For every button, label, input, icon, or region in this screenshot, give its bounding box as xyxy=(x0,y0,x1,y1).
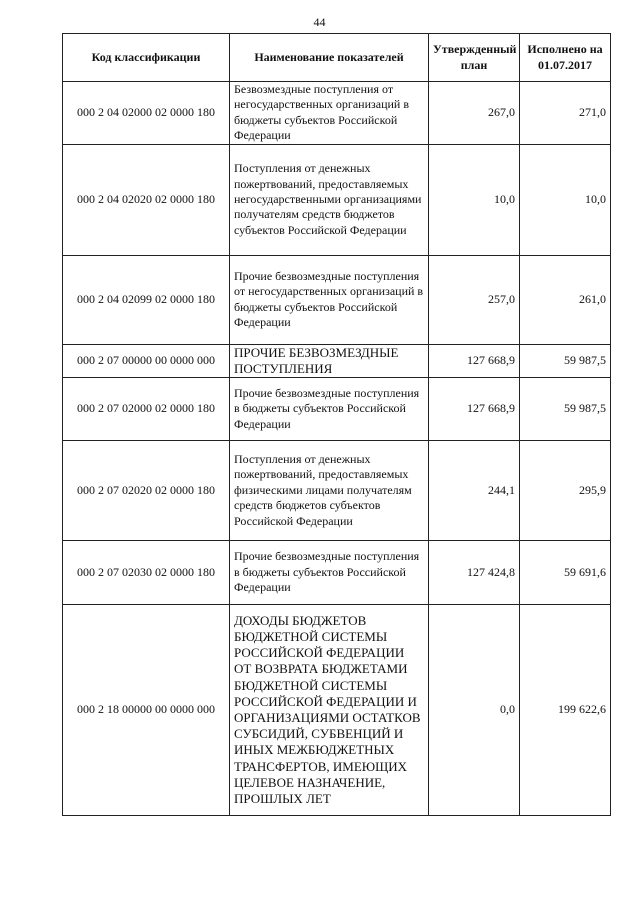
row-done: 271,0 xyxy=(520,82,611,145)
header-name: Наименование показателей xyxy=(230,34,429,82)
table-row xyxy=(63,82,611,145)
row-done: 59 691,6 xyxy=(520,541,611,605)
table-row xyxy=(63,605,611,816)
row-code: 000 2 18 00000 00 0000 000 xyxy=(63,605,230,816)
row-done: 10,0 xyxy=(520,144,611,255)
row-name: Поступления от денежных пожертвований, предоставляемых физическими лицами получателям средств бюджетов субъектов Российской Федерации xyxy=(230,441,429,541)
row-code: 000 2 07 00000 00 0000 000 xyxy=(63,344,230,377)
row-plan: 257,0 xyxy=(429,255,520,344)
header-done: Исполнено на 01.07.2017 xyxy=(520,34,611,82)
row-plan: 0,0 xyxy=(429,605,520,816)
table-row xyxy=(63,344,611,377)
row-done: 59 987,5 xyxy=(520,344,611,377)
row-done: 295,9 xyxy=(520,441,611,541)
row-code: 000 2 07 02000 02 0000 180 xyxy=(63,378,230,441)
row-plan: 244,1 xyxy=(429,441,520,541)
row-code: 000 2 04 02000 02 0000 180 xyxy=(63,82,230,145)
table-row xyxy=(63,441,611,541)
row-name: Прочие безвозмездные поступления от негосударственных организаций в бюджеты субъектов Российской Федерации xyxy=(230,255,429,344)
budget-table xyxy=(62,33,611,816)
row-name: ПРОЧИЕ БЕЗВОЗМЕЗДНЫЕ ПОСТУПЛЕНИЯ xyxy=(230,344,429,377)
row-plan: 127 424,8 xyxy=(429,541,520,605)
row-plan: 10,0 xyxy=(429,144,520,255)
table-header-row xyxy=(63,34,611,82)
row-done: 59 987,5 xyxy=(520,378,611,441)
row-name: ДОХОДЫ БЮДЖЕТОВ БЮДЖЕТНОЙ СИСТЕМЫ РОССИЙСКОЙ ФЕДЕРАЦИИ ОТ ВОЗВРАТА БЮДЖЕТАМИ БЮДЖЕТНОЙ СИСТЕМЫ РОССИЙСКОЙ ФЕДЕРАЦИИ И ОРГАНИЗАЦИЯМИ ОСТАТКОВ СУБСИДИЙ, СУБВЕНЦИЙ И ИНЫХ МЕЖБЮДЖЕТНЫХ ТРАНСФЕРТОВ, ИМЕЮЩИХ ЦЕЛЕВОЕ НАЗНАЧЕНИЕ, ПРОШЛЫХ ЛЕТ xyxy=(230,605,429,816)
row-plan: 267,0 xyxy=(429,82,520,145)
row-code: 000 2 07 02020 02 0000 180 xyxy=(63,441,230,541)
row-plan: 127 668,9 xyxy=(429,344,520,377)
row-code: 000 2 04 02020 02 0000 180 xyxy=(63,144,230,255)
row-name: Прочие безвозмездные поступления в бюджеты субъектов Российской Федерации xyxy=(230,378,429,441)
row-name: Поступления от денежных пожертвований, предоставляемых негосударственными организациями получателям средств бюджетов субъектов Российской Федерации xyxy=(230,144,429,255)
table-row xyxy=(63,255,611,344)
row-code: 000 2 04 02099 02 0000 180 xyxy=(63,255,230,344)
table-row xyxy=(63,378,611,441)
row-name: Безвозмездные поступления от негосударственных организаций в бюджеты субъектов Российской Федерации xyxy=(230,82,429,145)
header-code: Код классификации xyxy=(63,34,230,82)
row-done: 199 622,6 xyxy=(520,605,611,816)
row-name: Прочие безвозмездные поступления в бюджеты субъектов Российской Федерации xyxy=(230,541,429,605)
page-number: 44 xyxy=(313,15,326,29)
table-row xyxy=(63,541,611,605)
row-code: 000 2 07 02030 02 0000 180 xyxy=(63,541,230,605)
row-done: 261,0 xyxy=(520,255,611,344)
row-plan: 127 668,9 xyxy=(429,378,520,441)
table-row xyxy=(63,144,611,255)
header-plan: Утвержденный план xyxy=(429,34,520,82)
